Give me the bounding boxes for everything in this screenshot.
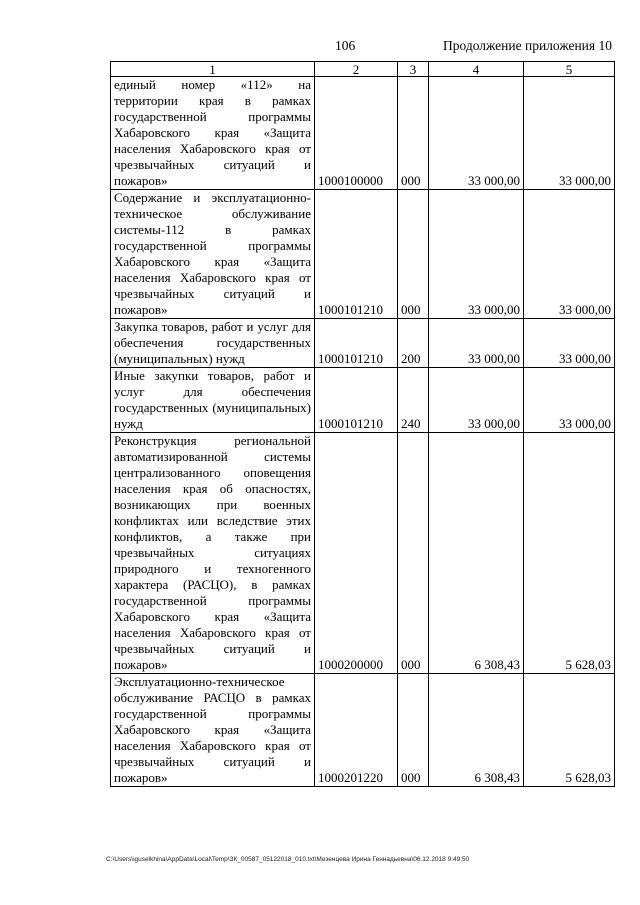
column-header: 2 [315,62,398,77]
target-article-code: 1000101210 [315,190,398,319]
appendix-continuation-label: Продолжение приложения 10 [442,38,612,53]
expense-name: Иные закупки товаров, работ и услуг для обеспечения государственных (муниципальных) нужд [114,368,311,431]
expense-name: Содержание и эксплуатационно-техническое обслуживание системы-112 в рамках государственной программы Хабаровского края «Защита населения Хабаровского края от чрезвычайных ситуаций и пожаров» [114,190,311,317]
expense-name-cell [111,368,315,433]
amount-column-4: 6 308,43 [429,433,524,674]
target-article-code: 1000200000 [315,433,398,674]
target-article-code: 1000101210 [315,319,398,368]
amount-column-4: 33 000,00 [429,190,524,319]
amount-column-5: 33 000,00 [524,368,615,433]
expense-name-cell [111,190,315,319]
table-row [111,319,615,368]
target-article-code: 1000201220 [315,674,398,787]
amount-column-4: 33 000,00 [429,77,524,190]
expense-type-code: 000 [398,77,429,190]
column-header: 1 [111,62,315,77]
expense-name-cell [111,674,315,787]
expense-name: единый номер «112» на территории края в рамках государственной программы Хабаровского края «Защита населения Хабаровского края от чрезвычайных ситуаций и пожаров» [114,77,311,188]
column-header: 3 [398,62,429,77]
amount-column-5: 33 000,00 [524,77,615,190]
amount-column-4: 33 000,00 [429,368,524,433]
table-row [111,190,615,319]
expense-type-code: 000 [398,674,429,787]
table-header-row [111,62,615,77]
amount-column-4: 33 000,00 [429,319,524,368]
target-article-code: 1000101210 [315,368,398,433]
expense-name-cell [111,77,315,190]
expense-name: Эксплуатационно-техническое обслуживание РАСЦО в рамках государственной программы Хабаровского края «Защита населения Хабаровского края от чрезвычайных ситуаций и пожаров» [114,674,311,785]
amount-column-5: 5 628,03 [524,674,615,787]
expense-name-cell [111,319,315,368]
amount-column-5: 5 628,03 [524,433,615,674]
expense-type-code: 000 [398,433,429,674]
target-article-code: 1000100000 [315,77,398,190]
expense-name-cell [111,433,315,674]
column-header: 4 [429,62,524,77]
amount-column-5: 33 000,00 [524,319,615,368]
table-row [111,368,615,433]
amount-column-4: 6 308,43 [429,674,524,787]
amount-column-5: 33 000,00 [524,190,615,319]
page-header [0,38,640,56]
expense-type-code: 200 [398,319,429,368]
expense-type-code: 000 [398,190,429,319]
page-number: 106 [335,38,356,53]
table-row [111,674,615,787]
file-path-footer: C:\Users\iguselkhina\AppData\Local\Temp\ЗК_00587_05122018_010.txt\Мезенцева Ирина Геннадьевна\06.12.2018 9:49:50 [106,856,470,863]
table-row [111,77,615,190]
expense-type-code: 240 [398,368,429,433]
expense-name: Закупка товаров, работ и услуг для обеспечения государственных (муниципальных) нужд [114,319,311,366]
table-row [111,433,615,674]
expense-name: Реконструкция региональной автоматизированной системы централизованного оповещения населения края об опасностях, возникающих при военных конфликтах или вследствие этих конфликтов, а также при чрезвычайных ситуациях природного и техногенного характера (РАСЦО), в рамках государственной программы Хабаровского края «Защита населения Хабаровского края от чрезвычайных ситуаций и пожаров» [114,433,311,672]
budget-table [110,61,615,787]
column-header: 5 [524,62,615,77]
